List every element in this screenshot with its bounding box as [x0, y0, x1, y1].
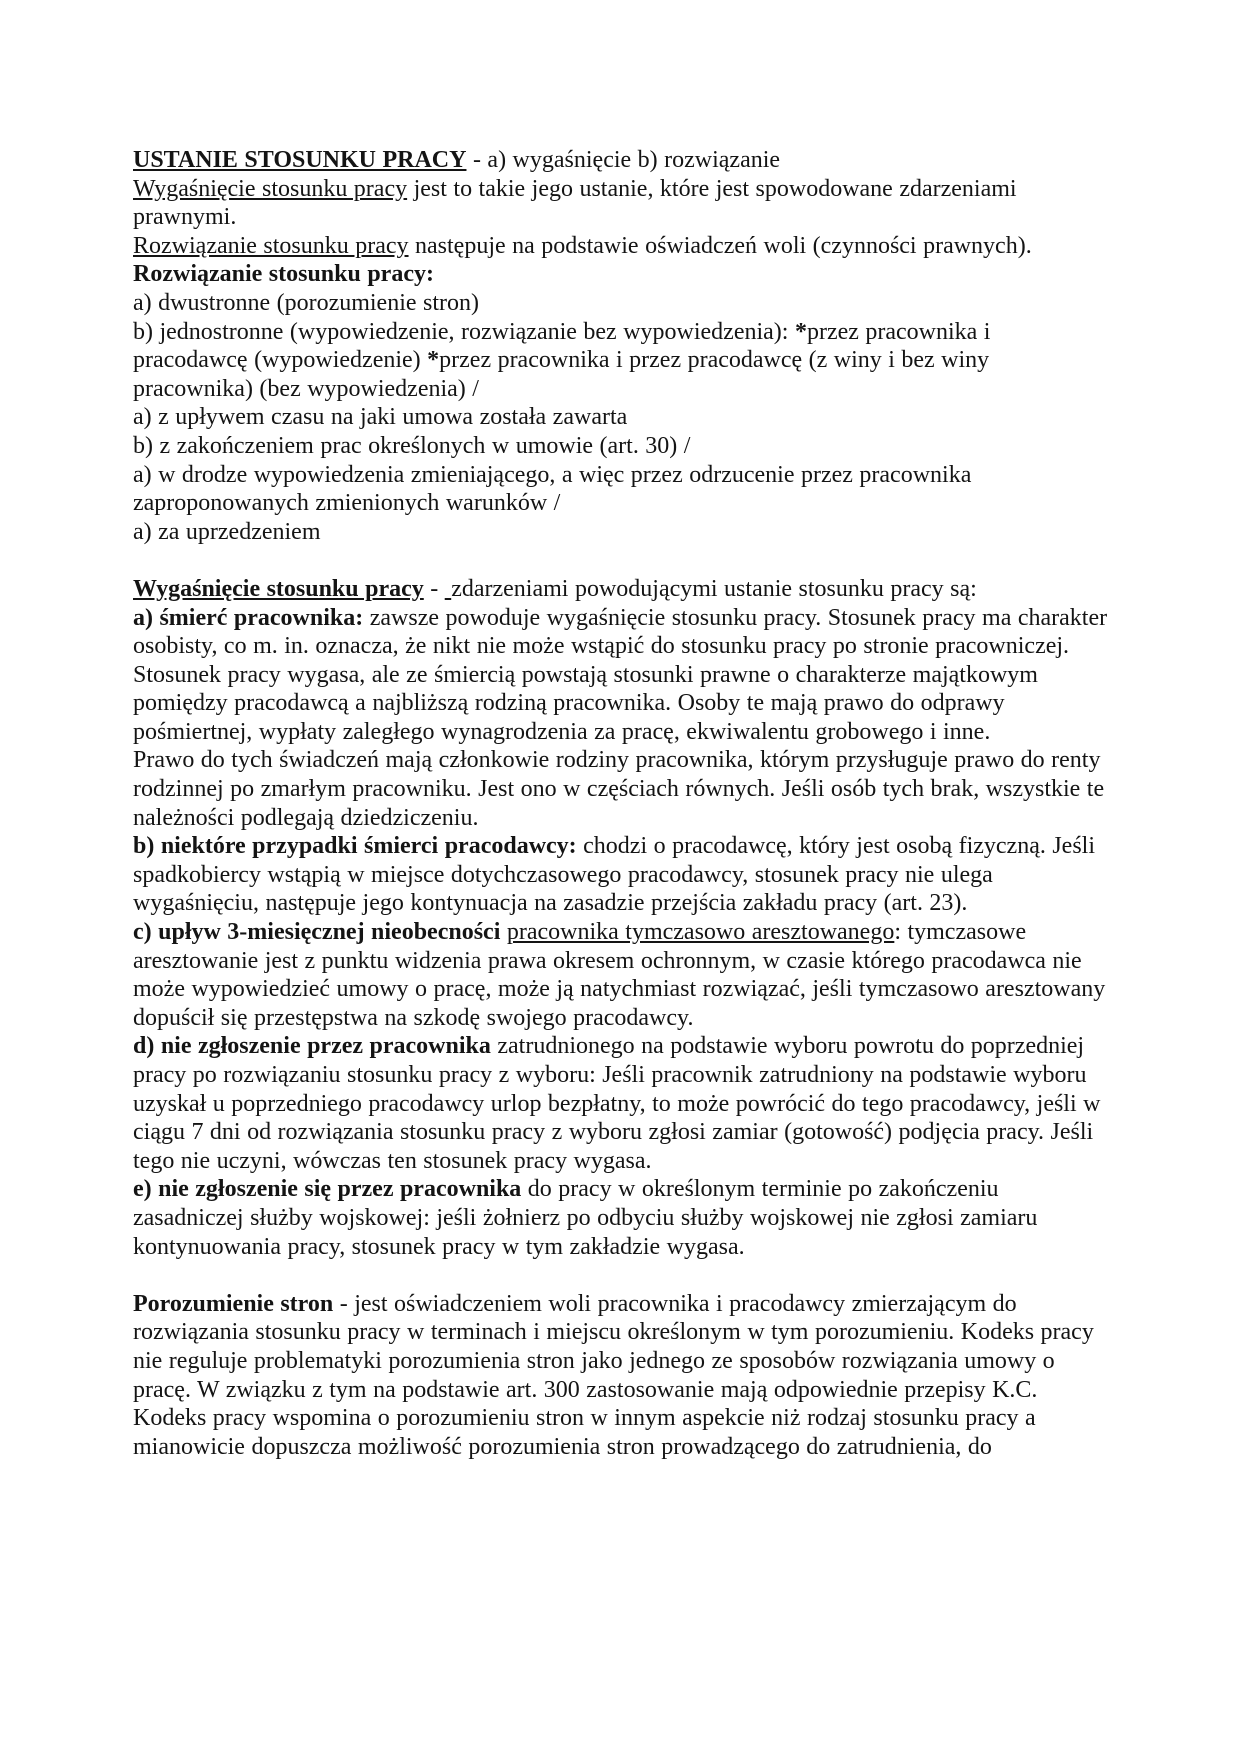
blank-line: [133, 1261, 1109, 1290]
text-run: Wygaśnięcie stosunku pracy: [133, 175, 408, 202]
text-run: : tymczasowe aresztowanie jest z punktu widzenia prawa okresem ochronnym, w czasie którego pracodawca nie może wypowiedzieć umowy o pracę, może ją natychmiast rozwiązać, jeśli tymczasowo aresztowany dopuścił się przestępstwa na szkodę swojego pracodawcy.: [133, 919, 1112, 1031]
text-run: Kodeks pracy wspomina o porozumieniu stron w innym aspekcie niż rodzaj stosunku pracy a mianowicie dopuszcza możliwość porozumienia stron prowadzącego do zatrudnienia, do: [133, 1405, 1043, 1460]
text-run: e) nie zgłoszenie się przez pracownika: [133, 1176, 522, 1203]
text-run: a) w drodze wypowiedzenia zmieniającego, a więc przez odrzucenie przez pracownika zaproponowanych zmienionych warunków /: [133, 461, 978, 517]
paragraph: [133, 232, 1109, 261]
text-run: Porozumienie stron: [133, 1290, 334, 1317]
text-run: zatrudnionego na podstawie wyboru powrotu do poprzedniej pracy po rozwiązaniu stosunku pracy z wyboru: Jeśli pracownik zatrudniony na podstawie wyboru uzyskał u poprzedniego pracodawcy urlop bezpłatny, to może powrócić do tego pracodawcy, jeśli w ciągu 7 dni od rozwiązania stosunku pracy z wyboru zgłosi zamiar (gotowość) podjęcia pracy. Jeśli tego nie uczyni, wówczas ten stosunek pracy wygasa.: [133, 1033, 1107, 1174]
text-run: a) dwustronne (porozumienie stron): [133, 289, 480, 316]
text-run: Rozwiązanie stosunku pracy: [133, 232, 409, 259]
text-run: -: [423, 575, 445, 602]
paragraph: [133, 403, 1109, 432]
text-run: następuje na podstawie oświadczeń woli (czynności prawnych).: [408, 232, 1032, 259]
text-run: Rozwiązanie stosunku pracy:: [133, 261, 434, 288]
text-run: a) za uprzedzeniem: [133, 518, 321, 545]
text-run: d) nie zgłoszenie przez pracownika: [133, 1033, 491, 1060]
text-run: pracownika tymczasowo aresztowanego: [506, 919, 895, 946]
document-body: [133, 146, 1114, 1461]
paragraph: [133, 575, 1109, 604]
text-run: przez pracownika i pracodawcę (wypowiedzenie): [133, 318, 997, 374]
paragraph: [133, 260, 1109, 289]
paragraph: [133, 318, 1109, 404]
text-run: przez pracownika i przez pracodawcę (z winy i bez winy pracownika) (bez wypowiedzenia) /: [133, 347, 996, 402]
text-run: USTANIE STOSUNKU PRACY: [133, 147, 467, 173]
text-run: zdarzeniami powodującymi ustanie stosunku pracy są:: [451, 575, 977, 602]
text-run: zawsze powoduje wygaśnięcie stosunku pracy. Stosunek pracy ma charakter osobisty, co m. in. oznacza, że nikt nie może wstąpić do stosunku pracy po stronie pracowniczej. Stosunek pracy wygasa, ale ze śmiercią powstają stosunki prawne o charakterze majątkowym pomiędzy pracodawcą a najbliższą rodziną pracownika. Osoby te mają prawo do odprawy pośmiertnej, wypłaty zaległego wynagrodzenia za pracę, ekwiwalentu grobowego i inne.: [133, 604, 1114, 745]
paragraph: [133, 1032, 1109, 1175]
paragraph: [133, 832, 1109, 918]
text-run: c) upływ 3-miesięcznej nieobecności: [133, 919, 501, 946]
text-run: b) z zakończeniem prac określonych w umowie (art. 30) /: [133, 432, 691, 459]
paragraph: [133, 518, 1109, 547]
paragraph: [133, 746, 1109, 832]
text-run: *: [427, 347, 440, 374]
paragraph: [133, 289, 1109, 318]
text-run: Prawo do tych świadczeń mają członkowie rodziny pracownika, którym przysługuje prawo do renty rodzinnej po zmarłym pracowniku. Jest ono w częściach równych. Jeśli osób tych brak, wszystkie te należności podlegają dziedziczeniu.: [133, 747, 1111, 831]
text-run: - jest oświadczeniem woli pracownika i pracodawcy zmierzającym do rozwiązania stosunku pracy w terminach i miejscu określonym w tym porozumieniu. Kodeks pracy nie reguluje problematyki porozumienia stron jako jednego ze sposobów rozwiązania umowy o pracę. W związku z tym na podstawie art. 300 zastosowanie mają odpowiednie przepisy K.C.: [133, 1290, 1101, 1403]
blank-line: [133, 546, 1109, 575]
text-run: - a) wygaśnięcie b) rozwiązanie: [466, 147, 781, 173]
paragraph: [133, 918, 1112, 1032]
text-run: a) śmierć pracownika:: [133, 604, 364, 631]
paragraph: [133, 146, 1109, 175]
text-run: *: [794, 318, 807, 345]
text-run: a) z upływem czasu na jaki umowa została zawarta: [133, 404, 628, 431]
text-run: b) niektóre przypadki śmierci pracodawcy:: [133, 833, 577, 860]
paragraph: [133, 175, 1109, 232]
text-run: Wygaśnięcie stosunku pracy: [133, 575, 424, 602]
paragraph: [133, 1404, 1109, 1461]
paragraph: [133, 604, 1114, 747]
text-run: chodzi o pracodawcę, który jest osobą fizyczną. Jeśli spadkobiercy wstąpią w miejsce dotychczasowego pracodawcy, stosunek pracy nie ulega wygaśnięciu, następuje jego kontynuacja na zasadzie przejścia zakładu pracy (art. 23).: [133, 833, 1102, 917]
paragraph: [133, 432, 1109, 461]
paragraph: [133, 461, 1109, 518]
text-run: do pracy w określonym terminie po zakończeniu zasadniczej służby wojskowej: jeśli żołnierz po odbyciu służby wojskowej nie zgłosi zamiaru kontynuowania pracy, stosunek pracy w tym zakładzie wygasa.: [133, 1176, 1044, 1260]
paragraph: [133, 1290, 1109, 1404]
text-run: b) jednostronne (wypowiedzenie, rozwiązanie bez wypowiedzenia):: [133, 318, 795, 345]
paragraph: [133, 1175, 1109, 1261]
text-run: jest to takie jego ustanie, które jest spowodowane zdarzeniami prawnymi.: [133, 175, 1024, 231]
